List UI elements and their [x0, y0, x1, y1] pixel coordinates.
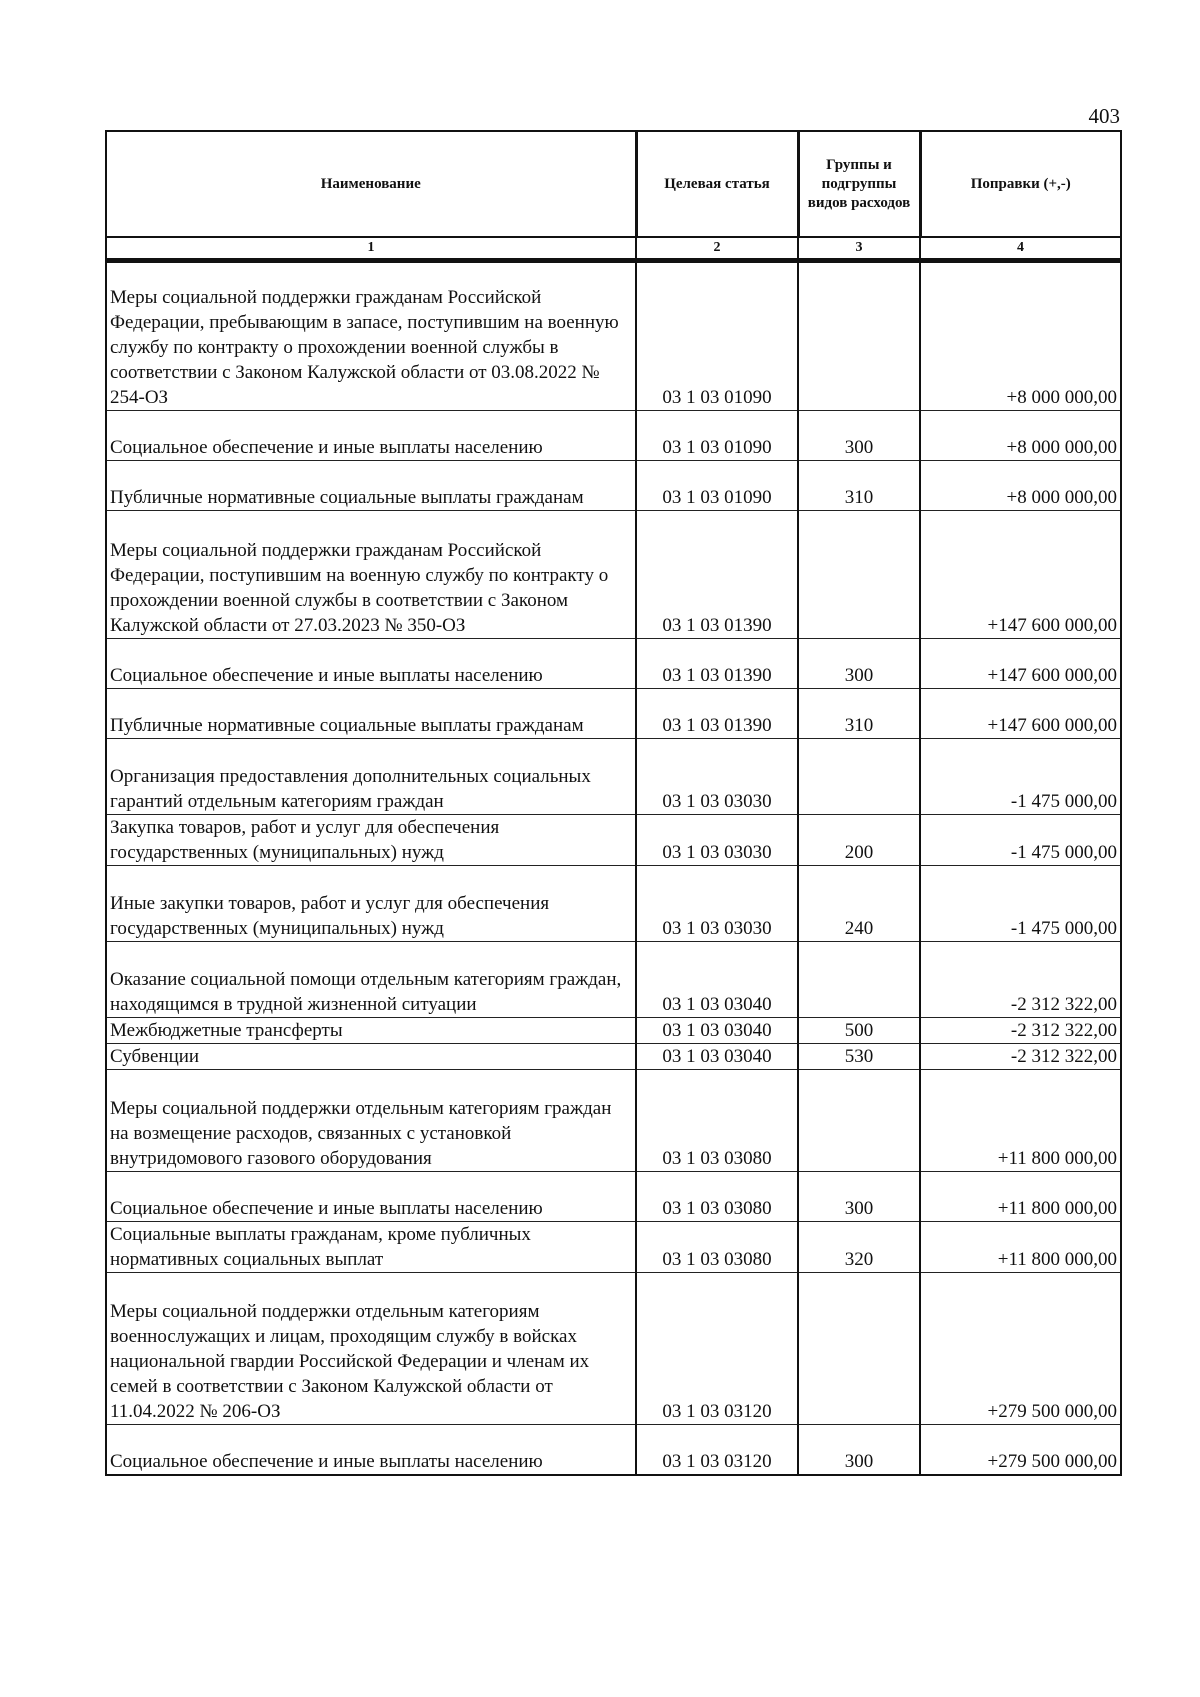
header-group: Группы и подгруппы видов расходов	[798, 131, 920, 237]
row-expense-group: 300	[798, 1172, 920, 1222]
table-row	[106, 739, 1121, 815]
row-expense-group	[798, 261, 920, 411]
row-expense-group: 310	[798, 461, 920, 511]
row-target-code: 03 1 03 01090	[636, 461, 798, 511]
table-row	[106, 1222, 1121, 1273]
row-amount: -1 475 000,00	[920, 815, 1121, 866]
row-name: Закупка товаров, работ и услуг для обеспечения государственных (муниципальных) нужд	[106, 815, 636, 866]
row-expense-group: 310	[798, 689, 920, 739]
row-amount: -2 312 322,00	[920, 1044, 1121, 1070]
row-name: Субвенции	[106, 1044, 636, 1070]
row-target-code: 03 1 03 03030	[636, 866, 798, 942]
table-row	[106, 942, 1121, 1018]
row-target-code: 03 1 03 03040	[636, 1018, 798, 1044]
table-row	[106, 1172, 1121, 1222]
row-expense-group: 300	[798, 639, 920, 689]
table-row	[106, 461, 1121, 511]
table-row	[106, 689, 1121, 739]
row-name: Меры социальной поддержки гражданам Российской Федерации, пребывающим в запасе, поступившим на военную службу по контракту о прохождении военной службы в соответствии с Законом Калужской области от 03.08.2022 № 254-ОЗ	[106, 261, 636, 411]
column-number: 2	[636, 237, 798, 261]
row-expense-group: 320	[798, 1222, 920, 1273]
row-target-code: 03 1 03 03040	[636, 1044, 798, 1070]
row-amount: +147 600 000,00	[920, 511, 1121, 639]
row-amount: -1 475 000,00	[920, 739, 1121, 815]
table-row	[106, 1044, 1121, 1070]
row-target-code: 03 1 03 03080	[636, 1070, 798, 1172]
row-amount: +147 600 000,00	[920, 689, 1121, 739]
row-target-code: 03 1 03 01090	[636, 261, 798, 411]
row-expense-group	[798, 942, 920, 1018]
table-row	[106, 511, 1121, 639]
row-name: Иные закупки товаров, работ и услуг для обеспечения государственных (муниципальных) нужд	[106, 866, 636, 942]
row-name: Социальное обеспечение и иные выплаты населению	[106, 1172, 636, 1222]
row-target-code: 03 1 03 03040	[636, 942, 798, 1018]
row-expense-group	[798, 511, 920, 639]
row-name: Социальное обеспечение и иные выплаты населению	[106, 1425, 636, 1475]
row-expense-group: 300	[798, 1425, 920, 1475]
row-name: Организация предоставления дополнительных социальных гарантий отдельным категориям граждан	[106, 739, 636, 815]
row-target-code: 03 1 03 01090	[636, 411, 798, 461]
row-name: Меры социальной поддержки отдельным категориям военнослужащих и лицам, проходящим службу в войсках национальной гвардии Российской Федерации и членам их семей в соответствии с Законом Калужской области от 11.04.2022 № 206-ОЗ	[106, 1273, 636, 1425]
row-amount: -2 312 322,00	[920, 942, 1121, 1018]
row-name: Меры социальной поддержки гражданам Российской Федерации, поступившим на военную службу по контракту о прохождении военной службы в соответствии с Законом Калужской области от 27.03.2023 № 350-ОЗ	[106, 511, 636, 639]
row-name: Межбюджетные трансферты	[106, 1018, 636, 1044]
row-amount: +8 000 000,00	[920, 261, 1121, 411]
row-amount: +11 800 000,00	[920, 1070, 1121, 1172]
column-number: 3	[798, 237, 920, 261]
row-target-code: 03 1 03 03080	[636, 1222, 798, 1273]
table-row	[106, 261, 1121, 411]
table-row	[106, 1070, 1121, 1172]
row-amount: +8 000 000,00	[920, 411, 1121, 461]
table-row	[106, 1425, 1121, 1475]
column-number: 4	[920, 237, 1121, 261]
table-row	[106, 866, 1121, 942]
row-name: Оказание социальной помощи отдельным категориям граждан, находящимся в трудной жизненной ситуации	[106, 942, 636, 1018]
header-amount: Поправки (+,-)	[920, 131, 1121, 237]
row-expense-group: 240	[798, 866, 920, 942]
row-target-code: 03 1 03 03120	[636, 1273, 798, 1425]
row-amount: +279 500 000,00	[920, 1273, 1121, 1425]
row-target-code: 03 1 03 03120	[636, 1425, 798, 1475]
row-target-code: 03 1 03 01390	[636, 689, 798, 739]
table-row	[106, 411, 1121, 461]
row-name: Социальные выплаты гражданам, кроме публичных нормативных социальных выплат	[106, 1222, 636, 1273]
row-target-code: 03 1 03 01390	[636, 511, 798, 639]
budget-amendments-table	[105, 130, 1122, 1476]
row-name: Публичные нормативные социальные выплаты гражданам	[106, 461, 636, 511]
row-expense-group: 200	[798, 815, 920, 866]
row-name: Социальное обеспечение и иные выплаты населению	[106, 639, 636, 689]
row-target-code: 03 1 03 01390	[636, 639, 798, 689]
row-name: Социальное обеспечение и иные выплаты населению	[106, 411, 636, 461]
header-name: Наименование	[106, 131, 636, 237]
row-target-code: 03 1 03 03030	[636, 739, 798, 815]
page-number: 403	[1088, 104, 1120, 128]
row-name: Публичные нормативные социальные выплаты гражданам	[106, 689, 636, 739]
row-amount: +8 000 000,00	[920, 461, 1121, 511]
table-header-row	[106, 131, 1121, 237]
table-row	[106, 639, 1121, 689]
row-name: Меры социальной поддержки отдельным категориям граждан на возмещение расходов, связанных с установкой внутридомового газового оборудования	[106, 1070, 636, 1172]
row-expense-group	[798, 1273, 920, 1425]
row-expense-group: 300	[798, 411, 920, 461]
row-amount: -2 312 322,00	[920, 1018, 1121, 1044]
row-expense-group	[798, 739, 920, 815]
column-number: 1	[106, 237, 636, 261]
row-target-code: 03 1 03 03030	[636, 815, 798, 866]
row-expense-group: 530	[798, 1044, 920, 1070]
row-amount: +147 600 000,00	[920, 639, 1121, 689]
table-row	[106, 1273, 1121, 1425]
row-expense-group: 500	[798, 1018, 920, 1044]
row-expense-group	[798, 1070, 920, 1172]
column-number-row	[106, 237, 1121, 261]
row-amount: -1 475 000,00	[920, 866, 1121, 942]
row-amount: +279 500 000,00	[920, 1425, 1121, 1475]
table-row	[106, 1018, 1121, 1044]
row-amount: +11 800 000,00	[920, 1172, 1121, 1222]
table-row	[106, 815, 1121, 866]
row-target-code: 03 1 03 03080	[636, 1172, 798, 1222]
header-code: Целевая статья	[636, 131, 798, 237]
row-amount: +11 800 000,00	[920, 1222, 1121, 1273]
table-body	[106, 261, 1121, 1475]
